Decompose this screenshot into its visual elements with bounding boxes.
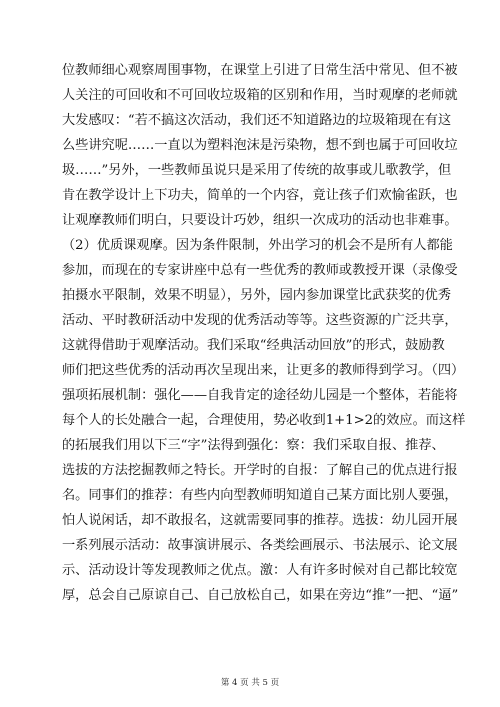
text-line: 人关注的可回收和不可回收垃圾箱的区别和作用，当时观摩的老师就 bbox=[62, 88, 458, 103]
text-line: 参加，而现在的专家讲座中总有一些优秀的教师或教授开课（录像受 bbox=[62, 263, 458, 278]
text-line: 示、活动设计等发现教师之优点。激：人有许多时候对自己都比较宽 bbox=[62, 563, 458, 578]
text-line: 圾……”另外，一些教师虽说只是采用了传统的故事或儿歌教学，但 bbox=[62, 163, 452, 178]
text-line: 么些讲究呢……一直以为塑料泡沫是污染物，想不到也属于可回收垃 bbox=[62, 138, 458, 153]
text-line: 让观摩教师们明白，只要设计巧妙，组织一次成功的活动也非难事。 bbox=[62, 213, 458, 228]
text-line: 怕人说闲话，却不敢报名，这就需要同事的推荐。选拔：幼儿园开展 bbox=[62, 513, 458, 528]
text-line: 选拔的方法挖掘教师之特长。开学时的自报：了解自己的优点进行报 bbox=[62, 463, 458, 478]
text-line: 名。同事们的推荐：有些内向型教师明知道自己某方面比别人要强， bbox=[62, 488, 458, 503]
text-line: 每个人的长处融合一起，合理使用，势必收到1+1>2的效应。而这样 bbox=[62, 413, 466, 428]
text-line: 肯在教学设计上下功夫，简单的一个内容，竟让孩子们欢愉雀跃，也 bbox=[62, 188, 458, 203]
text-line: 厚，总会自己原谅自己、自己放松自己，如果在旁边“推”一把、“逼” bbox=[62, 588, 459, 603]
text-line: 强项拓展机制：强化——自我肯定的途径幼儿园是一个整体，若能将 bbox=[62, 388, 458, 403]
text-line: 大发感叹：“若不搞这次活动，我们还不知道路边的垃圾箱现在有这 bbox=[62, 113, 452, 128]
text-line: 活动、平时教研活动中发现的优秀活动等等。这些资源的广泛共享， bbox=[62, 313, 458, 328]
text-line: 师们把这些优秀的活动再次呈现出来，让更多的教师得到学习。（四） bbox=[62, 363, 465, 378]
text-line: 位教师细心观察周围事物，在课堂上引进了日常生活中常见、但不被 bbox=[62, 63, 458, 78]
body-text bbox=[62, 58, 466, 608]
text-line: 拍摄水平限制，效果不明显），另外，园内参加课堂比武获奖的优秀 bbox=[62, 288, 452, 303]
text-line: 的拓展我们用以下三“字”法得到强化：察：我们采取自报、推荐、 bbox=[62, 438, 445, 453]
text-line: 这就得借助于观摩活动。我们采取“经典活动回放”的形式，鼓励教 bbox=[62, 338, 445, 353]
text-line: 一系列展示活动：故事演讲展示、各类绘画展示、书法展示、论文展 bbox=[62, 538, 458, 553]
page-number-footer: 第 4 页 共 5 页 bbox=[220, 678, 280, 688]
text-line: （2）优质课观摩。因为条件限制，外出学习的机会不是所有人都能 bbox=[62, 238, 453, 253]
